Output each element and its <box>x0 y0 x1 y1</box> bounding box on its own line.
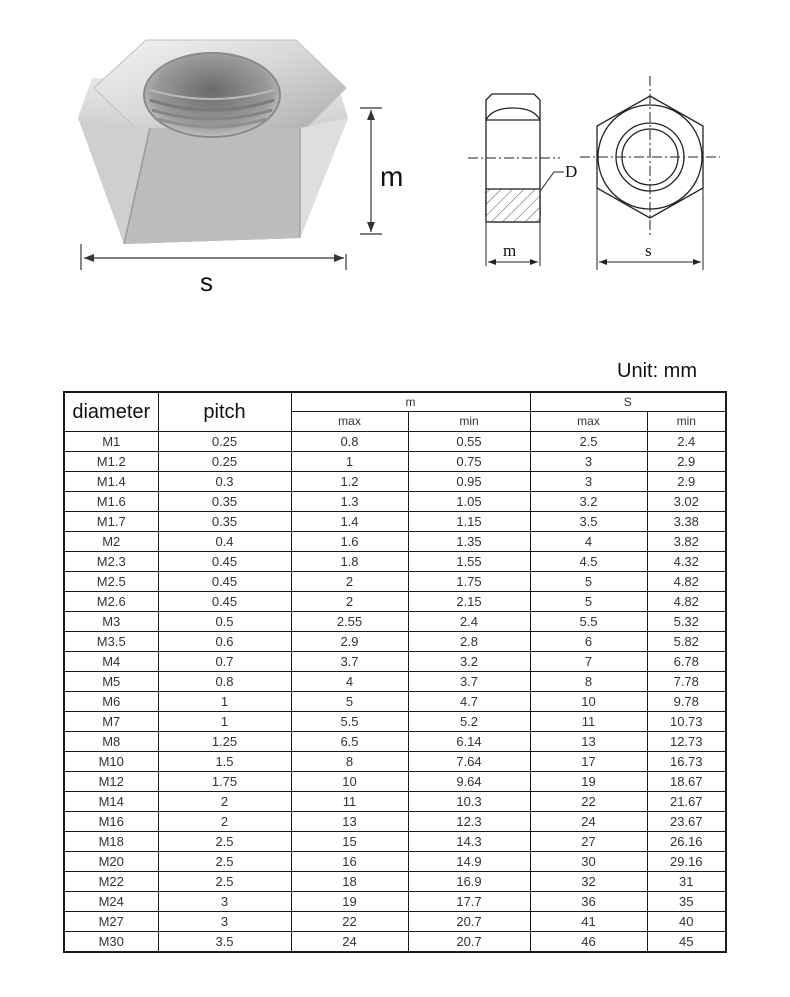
cell-s-max: 3 <box>530 452 647 472</box>
cell-s-min: 5.82 <box>647 632 726 652</box>
cell-m-max: 2.55 <box>291 612 408 632</box>
cell-s-max: 3.5 <box>530 512 647 532</box>
cell-s-max: 2.5 <box>530 432 647 452</box>
cell-s-max: 5.5 <box>530 612 647 632</box>
cell-s-min: 40 <box>647 912 726 932</box>
cell-s-max: 19 <box>530 772 647 792</box>
cell-s-max: 13 <box>530 732 647 752</box>
hex-nut-photo <box>78 40 348 244</box>
table-row <box>64 872 726 892</box>
cell-s-max: 30 <box>530 852 647 872</box>
table-row <box>64 532 726 552</box>
table-row <box>64 452 726 472</box>
cell-m-min: 12.3 <box>408 812 530 832</box>
cell-s-min: 16.73 <box>647 752 726 772</box>
cell-s-min: 4.82 <box>647 592 726 612</box>
cell-s-max: 27 <box>530 832 647 852</box>
cell-s-max: 17 <box>530 752 647 772</box>
cell-diameter: M10 <box>64 752 158 772</box>
cell-pitch: 0.35 <box>158 512 291 532</box>
cell-diameter: M6 <box>64 692 158 712</box>
table-row <box>64 492 726 512</box>
cell-diameter: M24 <box>64 892 158 912</box>
cell-s-min: 3.38 <box>647 512 726 532</box>
table-row <box>64 752 726 772</box>
nut-spec-table <box>63 391 727 953</box>
table-row <box>64 712 726 732</box>
table-row <box>64 932 726 953</box>
cell-s-min: 31 <box>647 872 726 892</box>
cell-s-max: 5 <box>530 592 647 612</box>
cell-s-min: 3.02 <box>647 492 726 512</box>
cell-m-max: 18 <box>291 872 408 892</box>
cell-pitch: 1.75 <box>158 772 291 792</box>
cell-s-max: 11 <box>530 712 647 732</box>
cell-s-max: 10 <box>530 692 647 712</box>
cell-diameter: M3 <box>64 612 158 632</box>
cell-m-min: 2.8 <box>408 632 530 652</box>
header-pitch: pitch <box>158 392 291 432</box>
cell-m-max: 3.7 <box>291 652 408 672</box>
cell-s-min: 2.4 <box>647 432 726 452</box>
cell-diameter: M12 <box>64 772 158 792</box>
cell-m-min: 1.05 <box>408 492 530 512</box>
cell-diameter: M5 <box>64 672 158 692</box>
table-row <box>64 792 726 812</box>
table-row <box>64 552 726 572</box>
table-row <box>64 512 726 532</box>
cell-s-min: 29.16 <box>647 852 726 872</box>
cell-m-max: 24 <box>291 932 408 953</box>
cell-m-min: 1.55 <box>408 552 530 572</box>
header-m-min: min <box>408 412 530 432</box>
cell-diameter: M4 <box>64 652 158 672</box>
table-row <box>64 652 726 672</box>
cell-s-max: 4 <box>530 532 647 552</box>
cell-m-max: 1.4 <box>291 512 408 532</box>
cell-m-min: 4.7 <box>408 692 530 712</box>
photo-dimension-s <box>81 244 346 270</box>
header-s: S <box>530 392 726 412</box>
cell-pitch: 0.7 <box>158 652 291 672</box>
cell-pitch: 1.25 <box>158 732 291 752</box>
cell-m-max: 15 <box>291 832 408 852</box>
cell-m-max: 0.8 <box>291 432 408 452</box>
cell-pitch: 0.5 <box>158 612 291 632</box>
table-row <box>64 812 726 832</box>
cell-m-max: 5 <box>291 692 408 712</box>
table-row <box>64 832 726 852</box>
cell-m-min: 9.64 <box>408 772 530 792</box>
drawing-label-s: s <box>645 241 652 260</box>
cell-s-max: 36 <box>530 892 647 912</box>
table-row <box>64 472 726 492</box>
table-row <box>64 672 726 692</box>
cell-s-max: 24 <box>530 812 647 832</box>
cell-m-min: 5.2 <box>408 712 530 732</box>
cell-s-min: 10.73 <box>647 712 726 732</box>
hex-nut-figure <box>0 0 790 320</box>
cell-m-max: 16 <box>291 852 408 872</box>
cell-m-max: 4 <box>291 672 408 692</box>
cell-m-max: 6.5 <box>291 732 408 752</box>
cell-m-min: 1.75 <box>408 572 530 592</box>
table-row <box>64 852 726 872</box>
cell-diameter: M2.6 <box>64 592 158 612</box>
cell-s-max: 3.2 <box>530 492 647 512</box>
cell-pitch: 0.45 <box>158 592 291 612</box>
cell-m-min: 14.9 <box>408 852 530 872</box>
cell-diameter: M7 <box>64 712 158 732</box>
cell-m-max: 5.5 <box>291 712 408 732</box>
cell-s-min: 26.16 <box>647 832 726 852</box>
cell-m-max: 1.2 <box>291 472 408 492</box>
cell-pitch: 0.3 <box>158 472 291 492</box>
cell-diameter: M1.6 <box>64 492 158 512</box>
table-row <box>64 592 726 612</box>
cell-pitch: 3 <box>158 892 291 912</box>
cell-m-min: 6.14 <box>408 732 530 752</box>
cell-m-min: 7.64 <box>408 752 530 772</box>
cell-diameter: M2.5 <box>64 572 158 592</box>
cell-pitch: 1 <box>158 692 291 712</box>
drawing-label-m: m <box>503 241 517 260</box>
cell-pitch: 2 <box>158 812 291 832</box>
table-row <box>64 772 726 792</box>
photo-label-m: m <box>380 161 404 192</box>
unit-label: Unit: mm <box>617 360 697 382</box>
cell-m-max: 2.9 <box>291 632 408 652</box>
table-row <box>64 572 726 592</box>
cell-m-min: 14.3 <box>408 832 530 852</box>
cell-pitch: 0.25 <box>158 432 291 452</box>
drawing-label-D: D <box>565 162 578 181</box>
cell-m-max: 22 <box>291 912 408 932</box>
cell-diameter: M30 <box>64 932 158 953</box>
cell-m-min: 2.4 <box>408 612 530 632</box>
cell-pitch: 0.45 <box>158 552 291 572</box>
cell-diameter: M3.5 <box>64 632 158 652</box>
cell-s-min: 6.78 <box>647 652 726 672</box>
cell-pitch: 2.5 <box>158 852 291 872</box>
cell-m-min: 0.55 <box>408 432 530 452</box>
cell-pitch: 0.8 <box>158 672 291 692</box>
cell-s-max: 8 <box>530 672 647 692</box>
cell-diameter: M2 <box>64 532 158 552</box>
table-row <box>64 432 726 452</box>
cell-s-min: 9.78 <box>647 692 726 712</box>
cell-m-min: 16.9 <box>408 872 530 892</box>
cell-diameter: M16 <box>64 812 158 832</box>
cell-m-max: 1 <box>291 452 408 472</box>
cell-s-min: 23.67 <box>647 812 726 832</box>
cell-pitch: 2 <box>158 792 291 812</box>
cell-s-min: 18.67 <box>647 772 726 792</box>
cell-s-min: 4.82 <box>647 572 726 592</box>
cell-s-min: 3.82 <box>647 532 726 552</box>
cell-s-max: 4.5 <box>530 552 647 572</box>
cell-pitch: 0.4 <box>158 532 291 552</box>
photo-dimension-m <box>360 108 382 234</box>
cell-diameter: M1.7 <box>64 512 158 532</box>
cell-m-max: 2 <box>291 572 408 592</box>
cell-m-min: 10.3 <box>408 792 530 812</box>
cell-m-min: 3.7 <box>408 672 530 692</box>
table-row <box>64 732 726 752</box>
cell-diameter: M8 <box>64 732 158 752</box>
header-m-max: max <box>291 412 408 432</box>
cell-s-min: 45 <box>647 932 726 953</box>
cell-m-min: 0.95 <box>408 472 530 492</box>
cell-diameter: M1 <box>64 432 158 452</box>
cell-m-min: 1.35 <box>408 532 530 552</box>
cell-m-min: 2.15 <box>408 592 530 612</box>
cell-s-min: 12.73 <box>647 732 726 752</box>
table-row <box>64 892 726 912</box>
cell-s-min: 2.9 <box>647 472 726 492</box>
header-m: m <box>291 392 530 412</box>
spec-table-body <box>64 432 726 953</box>
cell-pitch: 2.5 <box>158 832 291 852</box>
cell-s-max: 22 <box>530 792 647 812</box>
cell-pitch: 0.25 <box>158 452 291 472</box>
cell-diameter: M18 <box>64 832 158 852</box>
cell-m-max: 11 <box>291 792 408 812</box>
cell-pitch: 3 <box>158 912 291 932</box>
cell-s-max: 5 <box>530 572 647 592</box>
cell-s-min: 2.9 <box>647 452 726 472</box>
cell-m-max: 2 <box>291 592 408 612</box>
cell-m-max: 19 <box>291 892 408 912</box>
cell-m-min: 20.7 <box>408 912 530 932</box>
cell-pitch: 0.45 <box>158 572 291 592</box>
cell-m-min: 3.2 <box>408 652 530 672</box>
cell-diameter: M1.2 <box>64 452 158 472</box>
cell-m-max: 1.6 <box>291 532 408 552</box>
cell-m-min: 1.15 <box>408 512 530 532</box>
cell-s-max: 46 <box>530 932 647 953</box>
cell-diameter: M14 <box>64 792 158 812</box>
cell-m-max: 10 <box>291 772 408 792</box>
cell-m-min: 0.75 <box>408 452 530 472</box>
cell-diameter: M20 <box>64 852 158 872</box>
cell-s-min: 35 <box>647 892 726 912</box>
cell-s-min: 4.32 <box>647 552 726 572</box>
cell-pitch: 0.35 <box>158 492 291 512</box>
header-s-min: min <box>647 412 726 432</box>
cell-s-max: 6 <box>530 632 647 652</box>
cell-diameter: M22 <box>64 872 158 892</box>
cell-m-max: 8 <box>291 752 408 772</box>
cell-pitch: 2.5 <box>158 872 291 892</box>
table-row <box>64 612 726 632</box>
cell-m-max: 13 <box>291 812 408 832</box>
table-row <box>64 632 726 652</box>
cell-m-max: 1.8 <box>291 552 408 572</box>
table-row <box>64 692 726 712</box>
cell-pitch: 3.5 <box>158 932 291 953</box>
cell-s-max: 41 <box>530 912 647 932</box>
header-s-max: max <box>530 412 647 432</box>
cell-m-min: 20.7 <box>408 932 530 953</box>
cell-diameter: M27 <box>64 912 158 932</box>
table-row <box>64 912 726 932</box>
photo-label-s: s <box>200 267 213 297</box>
cell-pitch: 1.5 <box>158 752 291 772</box>
cell-s-min: 5.32 <box>647 612 726 632</box>
cell-pitch: 1 <box>158 712 291 732</box>
cell-s-max: 3 <box>530 472 647 492</box>
cell-m-min: 17.7 <box>408 892 530 912</box>
cell-s-min: 21.67 <box>647 792 726 812</box>
cell-pitch: 0.6 <box>158 632 291 652</box>
cell-s-max: 7 <box>530 652 647 672</box>
cell-s-min: 7.78 <box>647 672 726 692</box>
cell-diameter: M2.3 <box>64 552 158 572</box>
cell-m-max: 1.3 <box>291 492 408 512</box>
cell-s-max: 32 <box>530 872 647 892</box>
cell-diameter: M1.4 <box>64 472 158 492</box>
header-diameter: diameter <box>64 392 158 432</box>
